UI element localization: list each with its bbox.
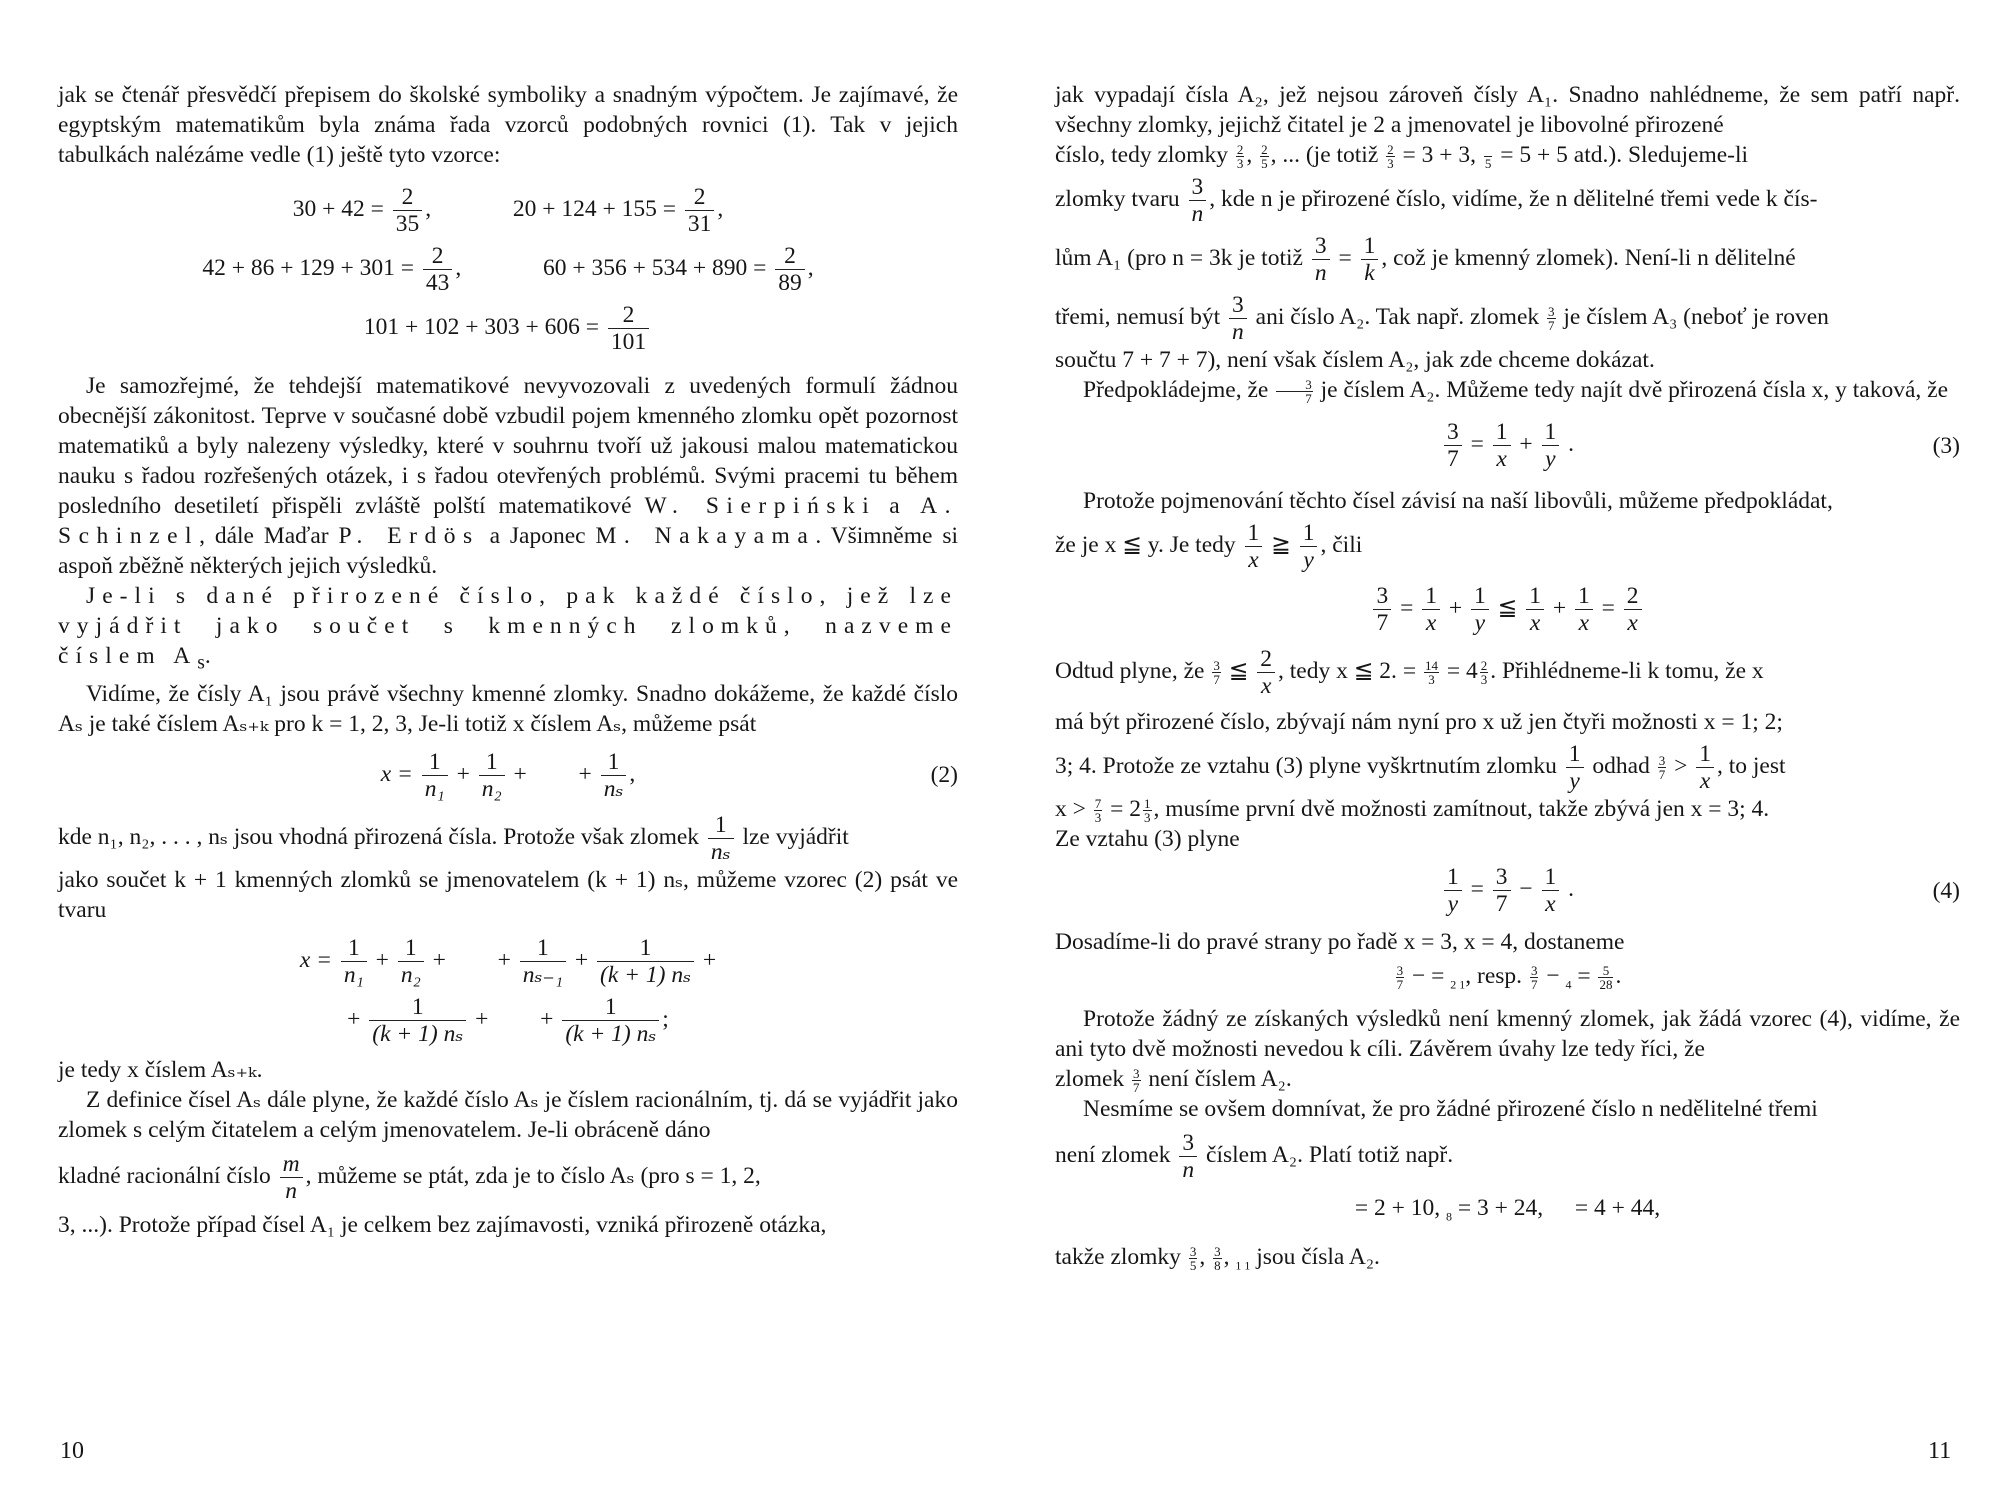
- formula: 42 + 86 + 129 + 301 =: [202, 254, 414, 281]
- paragraph: má být přirozené číslo, zbývají nám nyní pro x už jen čtyři možnosti x = 1; 2;: [1055, 709, 1783, 736]
- paragraph: Je samozřejmé, že tehdejší matematikové nevyvozovali z uvedených formulí žádnou obecnější zákonitost. Teprve v současné době vzbudil pojem kmenného zlomku opět pozornost matematiků a byly nalezeny výsledky, které v souhrnu tvoří už jakousi malou matematickou nauku s řadou rozřešených otázek, i s řadou otevřených problémů. Svými pracemi tu během posledního desetiletí přispěli zvláště polští matematikové W. Sierpiński a A. Schinzel, dále Maďar P. Erdös a Japonec M. Nakayama. Všimněme si aspoň zběžně některých jejich výsledků.: [58, 373, 958, 579]
- paragraph: kde n₁, n₂, . . . , nₛ jsou vhodná přirozená čísla. Protože však zlomek $\frac{1}{\text{nₛ}}$ lze vyjádřit: [58, 811, 849, 865]
- page-number: 11: [1928, 1438, 1952, 1464]
- equation-number: (3): [1932, 432, 1960, 459]
- fraction: $\frac{1}{\text{nₛ}}$: [708, 812, 734, 865]
- paragraph: třemi, nemusí být $\frac{3}{n}$ ani číslo A₂. Tak např. zlomek $\frac{3}{7}$ je číslem A₃ (neboť je roven: [1055, 292, 1829, 346]
- paragraph: kladné racionální číslo $\frac{m}{n}$ , můžeme se ptát, zda je to číslo Aₛ (pro s = 1, 2,: [58, 1150, 761, 1204]
- equation-4: $\frac{1}{y}$ = $\frac{3}{7}$ − $\frac{1}{x}$ . (4): [1055, 864, 1960, 917]
- fraction: $\frac{1}{\text{nₛ}}$: [601, 749, 627, 802]
- equation-number: (2): [930, 762, 958, 789]
- left-page: [58, 80, 958, 1240]
- fraction: $\frac{2}{35}$: [393, 184, 423, 237]
- paragraph: jak se čtenář přesvědčí přepisem do školské symboliky a snadným výpočtem. Je zajímavé, že egyptským matematikům byla známa řada vzorců podobných rovnici (1). Tak v jejich tabulkách nalézáme vedle (1) ještě tyto vzorce:: [58, 82, 958, 168]
- equation-expanded: x = $\frac{1}{\text{n₁}}$ + $\frac{1}{\text{n₂}}$ + + $\frac{1}{\text{nₛ₋₁}}$ + $\frac{1}{\text{(k + 1) nₛ}}$ +: [299, 934, 717, 988]
- paragraph: číslo, tedy zlomky $\frac{2}{3}$ , $\frac{2}{5}$ , ... (je totiž $\frac{2}{3}$ = 3 + 3, 5 = 5 + 5 atd.). Sledujeme-li: [1055, 142, 1749, 172]
- fraction: $\frac{2}{101}$: [608, 302, 649, 355]
- paragraph: součtu 7 + 7 + 7), není však číslem A₂, jak zde chceme dokázat.: [1055, 347, 1655, 374]
- paragraph: zlomky tvaru $\frac{3}{n}$ , kde n je přirozené číslo, vidíme, že n dělitelné třemi vede k čís-: [1055, 174, 1818, 228]
- paragraph: že je x ≦ y. Je tedy $\frac{1}{x}$ ≧ $\frac{1}{y}$ , čili: [1055, 520, 1363, 574]
- paragraph: jako součet k + 1 kmenných zlomků se jmenovatelem (k + 1) nₛ, můžeme vzorec (2) psát ve tvaru: [58, 866, 958, 923]
- equation-5: = 2 + 10, $_8$ = 3 + 24, = 4 + 44,: [1354, 1195, 1661, 1224]
- inequality: $\frac{3}{7}$ = $\frac{1}{x}$ + $\frac{1}{y}$ ≦ $\frac{1}{x}$ + $\frac{1}{x}$ = $\frac{2}{x}$: [1055, 583, 1960, 636]
- fraction: $\frac{1}{\text{n₂}}$: [479, 749, 505, 802]
- equation-2: x = $\frac{1}{\text{n₁}}$ + $\frac{1}{\text{n₂}}$ + + $\frac{1}{\text{nₛ}}$ , (2): [380, 748, 958, 802]
- formula: 101 + 102 + 303 + 606 =: [363, 313, 599, 340]
- formula-row: 30 + 42 = $\frac{2}{35}$ , 20 + 124 + 155 = $\frac{2}{31}$ ,: [292, 184, 724, 237]
- formula-row: 42 + 86 + 129 + 301 = $\frac{2}{43}$ , 60 + 356 + 534 + 890 = $\frac{2}{89}$ ,: [202, 243, 814, 296]
- formula: 30 + 42 =: [292, 195, 384, 222]
- formula: 20 + 124 + 155 =: [512, 195, 677, 222]
- paragraph: Ze vztahu (3) plyne: [1055, 826, 1240, 853]
- equation-3: $\frac{3}{7}$ = $\frac{1}{x}$ + $\frac{1}{y}$ . (3): [1055, 419, 1960, 472]
- results-line: $\frac{3}{7}$ − = $_{2 1}$, resp. $\frac{3}{7}$ − $_4$ = $\frac{5}{28}$ .: [1396, 963, 1622, 993]
- right-page: [1055, 80, 1960, 1281]
- formula-row: [58, 302, 958, 355]
- paragraph: Protože žádný ze získaných výsledků není kmenný zlomek, jak žádá vzorec (4), vidíme, že ani tyto dvě možnosti nevedou k cíli. Závěrem úvahy lze tedy říci, že: [1055, 1006, 1960, 1063]
- paragraph: x > $\frac{7}{3}$ = 2 $\frac{1}{3}$ , musíme první dvě možnosti zamítnout, takže zbývá jen x = 3; 4.: [1055, 796, 1770, 826]
- formula: 60 + 356 + 534 + 890 =: [543, 254, 767, 281]
- paragraph: Dosadíme-li do pravé strany po řadě x = 3, x = 4, dostaneme: [1055, 929, 1625, 956]
- fraction: $\frac{1}{\text{n₁}}$: [422, 749, 448, 802]
- equation-expanded-2: + $\frac{1}{\text{(k + 1) nₛ}}$ + + $\frac{1}{\text{(k + 1) nₛ}}$ ;: [347, 993, 669, 1047]
- paragraph: není zlomek $\frac{3}{n}$ číslem A₂. Platí totiž např.: [1055, 1130, 1454, 1184]
- paragraph: lům A₁ (pro n = 3k je totiž $\frac{3}{n}$ = $\frac{1}{k}$ , což je kmenný zlomek). Není-li n dělitelné: [1055, 233, 1796, 287]
- paragraph: jak vypadají čísla A₂, jež nejsou zároveň čísly A₁. Snadno nahlédneme, že sem patří např. všechny zlomky, jejichž čitatel je 2 a jmenovatel je libovolné přirozené: [1055, 82, 1960, 138]
- definition: Je-li s dané přirozené číslo, pak každé číslo, jež lze vyjádřit jako součet s kmenných zlomků, nazveme číslem $A_s$.: [58, 583, 958, 674]
- paragraph: takže zlomky $\frac{3}{5}$ , $\frac{3}{8}$ , $_{1 1}$ jsou čísla A₂.: [1055, 1243, 1380, 1273]
- paragraph: Odtud plyne, že $\frac{3}{7}$ ≦ $\frac{2}{x}$ , tedy x ≦ 2. = $\frac{14}{3}$ = 4 $\frac{2}{3}$ . Přihlédneme-li k tomu, že x: [1055, 646, 1764, 700]
- paragraph: Vidíme, že čísly A₁ jsou právě všechny kmenné zlomky. Snadno dokážeme, že každé číslo Aₛ je také číslem Aₛ₊ₖ pro k = 1, 2, 3, Je-li totiž x číslem Aₛ, můžeme psát: [58, 680, 958, 737]
- equation-number: (4): [1932, 877, 1960, 904]
- paragraph: zlomek $\frac{3}{7}$ není číslem A₂.: [1055, 1066, 1292, 1096]
- paragraph: Z definice čísel Aₛ dále plyne, že každé číslo Aₛ je číslem racionálním, tj. dá se vyjádřit jako zlomek s celým čitatelem a celým jmenovatelem. Je-li obráceně dáno: [58, 1086, 958, 1143]
- paragraph: 3, ...). Protože případ čísel A₁ je celkem bez zajímavosti, vzniká přirozeně otázka,: [58, 1211, 827, 1238]
- fraction: $\frac{2}{89}$: [775, 243, 805, 296]
- paragraph: 3; 4. Protože ze vztahu (3) plyne vyškrtnutím zlomku $\frac{1}{y}$ odhad $\frac{3}{7}$ > $\frac{1}{x}$ , to jest: [1055, 741, 1786, 795]
- fraction: $\frac{2}{31}$: [685, 184, 715, 237]
- page-number: 10: [60, 1438, 84, 1464]
- fraction: $\frac{2}{43}$: [423, 243, 453, 296]
- paragraph: Protože pojmenování těchto čísel závisí na naší libovůli, můžeme předpokládat,: [1083, 488, 1833, 515]
- paragraph: Předpokládejme, že $\frac{3}{7}$ je číslem A₂. Můžeme tedy najít dvě přirozená čísla x, y taková, že: [1083, 377, 1949, 407]
- paragraph: Nesmíme se ovšem domnívat, že pro žádné přirozené číslo n nedělitelné třemi: [1083, 1096, 1818, 1123]
- paragraph: je tedy x číslem Aₛ₊ₖ.: [58, 1056, 263, 1083]
